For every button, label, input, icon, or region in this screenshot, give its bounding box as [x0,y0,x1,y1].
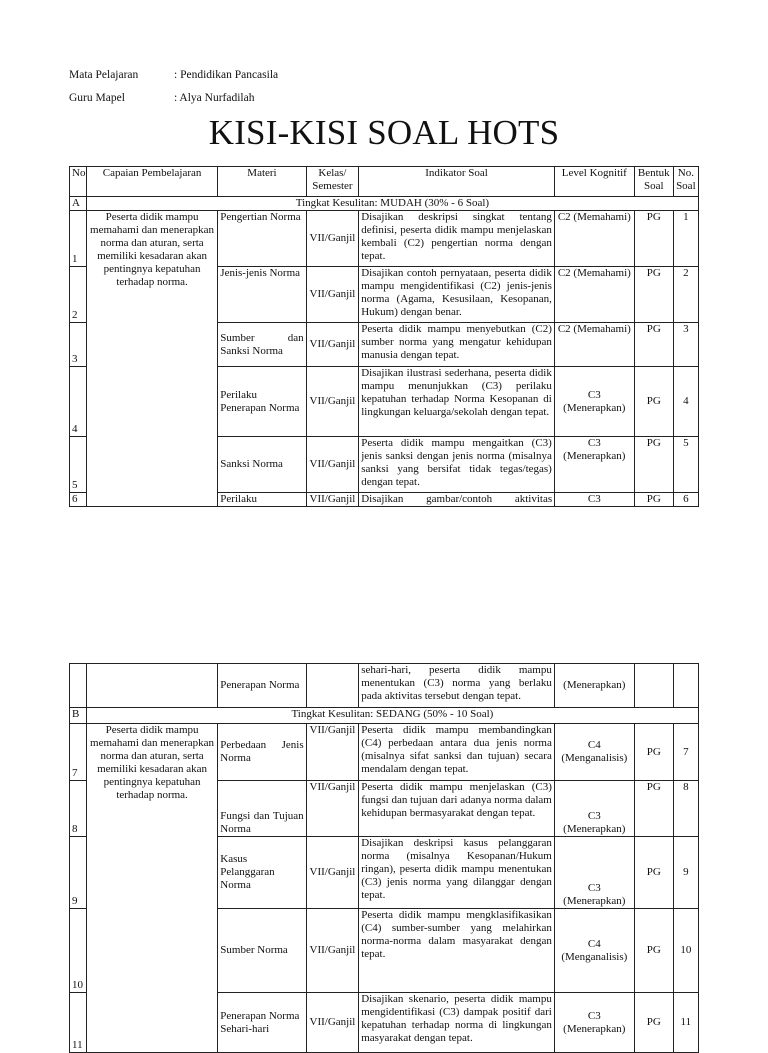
row-no: 5 [70,437,87,493]
header-no: No [70,167,87,197]
row-level: C3 (Menerapkan) [554,367,634,437]
row-bentuk: PG [634,837,673,909]
row-nosoal: 5 [673,437,698,493]
row-kelas: VII/Ganjil [306,724,359,781]
row-nosoal: 10 [673,909,698,993]
document-title: KISI-KISI SOAL HOTS [208,113,560,152]
row-kelas: VII/Ganjil [306,323,359,367]
section-label: Tingkat Kesulitan: SEDANG (50% - 10 Soal) [86,708,698,724]
row-bentuk: PG [634,993,673,1053]
row-indikator: Peserta didik mampu menjelaskan (C3) fungsi dan tujuan dari adanya norma dalam kehidupan bermasyarakat dengan tepat. [359,781,555,837]
row-kelas: VII/Ganjil [306,211,359,267]
section-row-b [70,708,699,724]
row-nosoal: 8 [673,781,698,837]
row-indikator: Peserta didik mampu mengaitkan (C3) jenis sanksi dengan jenis norma (misalnya sanksi yang bersifat tidak tegas/tegas) dengan tepat. [359,437,555,493]
row-bentuk: PG [634,267,673,323]
row-level: C2 (Memahami) [554,323,634,367]
row-materi: Sanksi Norma [218,437,306,493]
row-kelas: VII/Ganjil [306,367,359,437]
row-indikator: Disajikan ilustrasi sederhana, peserta didik mampu menunjukkan (C3) perilaku kepatuhan terhadap Norma Kesopanan di lingkungan keluarga/sekolah dengan tepat. [359,367,555,437]
table-row [70,211,699,267]
row-indikator: Disajikan gambar/contoh aktivitas [359,493,555,507]
row-no: 1 [70,211,87,267]
row-nosoal: 3 [673,323,698,367]
row-level: C3 (Menerapkan) [554,993,634,1053]
row-bentuk: PG [634,437,673,493]
header-kelas: Kelas/ Semester [306,167,359,197]
row-bentuk: PG [634,323,673,367]
kisi-table-part-2 [69,663,699,1053]
row-kelas: VII/Ganjil [306,781,359,837]
section-label: Tingkat Kesulitan: MUDAH (30% - 6 Soal) [86,197,698,211]
row-level: C3 (Menerapkan) [554,781,634,837]
row-bentuk: PG [634,781,673,837]
row-no: 8 [70,781,87,837]
row-kelas: VII/Ganjil [306,837,359,909]
row-level: C4 (Menganalisis) [554,724,634,781]
row-materi: Sumber Norma [218,909,306,993]
subject-line [69,69,278,81]
row-bentuk: PG [634,493,673,507]
row-indikator: Peserta didik mampu mengklasifikasikan (C4) sumber-sumber yang melahirkan norma-norma dalam masyarakat dengan tepat. [359,909,555,993]
row-kelas: VII/Ganjil [306,909,359,993]
row-nosoal: 9 [673,837,698,909]
row-level: C2 (Memahami) [554,267,634,323]
row-bentuk: PG [634,211,673,267]
header-level: Level Kognitif [554,167,634,197]
section-letter: A [70,197,87,211]
row-no: 4 [70,367,87,437]
row-no: 7 [70,724,87,781]
row-nosoal: 4 [673,367,698,437]
table-header-row [70,167,699,197]
capaian-cell: Peserta didik mampu memahami dan menerapkan norma dan aturan, serta memiliki kesadaran akan pentingnya kepatuhan terhadap norma. [86,724,217,1053]
section-row-a [70,197,699,211]
row-no: 9 [70,837,87,909]
teacher-line [69,92,254,104]
row-nosoal: 11 [673,993,698,1053]
row-materi: Fungsi dan Tujuan Norma [218,781,306,837]
row-kelas: VII/Ganjil [306,267,359,323]
row-nosoal: 1 [673,211,698,267]
row-materi: Perilaku [218,493,306,507]
row-nosoal: 7 [673,724,698,781]
row-materi: Pengertian Norma [218,211,306,267]
row-level: C2 (Memahami) [554,211,634,267]
subject-value: : Pendidikan Pancasila [174,69,279,81]
row-materi: Sumber dan Sanksi Norma [218,323,306,367]
row-level: C4 (Menganalisis) [554,909,634,993]
row-level: C3 (Menerapkan) [554,837,634,909]
table-row-continued [70,664,699,708]
row-indikator: Peserta didik mampu menyebutkan (C2) sumber norma yang mengatur kehidupan manusia dengan tepat. [359,323,555,367]
row-bentuk: PG [634,367,673,437]
row-indikator: Disajikan deskripsi singkat tentang definisi, peserta didik mampu menjelaskan kembali (C2) pengertian norma dengan tepat. [359,211,555,267]
header-materi: Materi [218,167,306,197]
row-materi: Perbedaan Jenis Norma [218,724,306,781]
row-no: 6 [70,493,87,507]
header-capaian: Capaian Pembelajaran [86,167,217,197]
row-kelas: VII/Ganjil [306,437,359,493]
capaian-cell: Peserta didik mampu memahami dan menerapkan norma dan aturan, serta memiliki kesadaran akan pentingnya kepatuhan terhadap norma. [86,211,217,507]
row-materi: Penerapan Norma Sehari-hari [218,993,306,1053]
header-indikator: Indikator Soal [359,167,555,197]
row-bentuk: PG [634,724,673,781]
row-no: 11 [70,993,87,1053]
table-row [70,724,699,781]
row-kelas: VII/Ganjil [306,493,359,507]
section-letter: B [70,708,87,724]
teacher-label: Guru Mapel [69,92,125,104]
row-kelas: VII/Ganjil [306,993,359,1053]
row-nosoal: 6 [673,493,698,507]
row-no: 10 [70,909,87,993]
subject-label: Mata Pelajaran [69,69,139,81]
row-materi: Perilaku Penerapan Norma [218,367,306,437]
row-indikator: Disajikan skenario, peserta didik mampu mengidentifikasi (C3) dampak positif dari kepatuhan terhadap norma di lingkungan masyarakat dengan tepat. [359,993,555,1053]
row-no: 2 [70,267,87,323]
row-indikator: Disajikan deskripsi kasus pelanggaran norma (misalnya Kesopanan/Hukum ringan), peserta didik mampu menentukan (C3) jenis norma yang dilanggar dengan tepat. [359,837,555,909]
row-no: 3 [70,323,87,367]
row-level: (Menerapkan) [554,664,634,708]
row-indikator: sehari-hari, peserta didik mampu menentukan (C3) norma yang berlaku pada aktivitas tersebut dengan tepat. [359,664,555,708]
row-materi: Jenis-jenis Norma [218,267,306,323]
row-level: C3 [554,493,634,507]
row-indikator: Disajikan contoh pernyataan, peserta didik mampu mengidentifikasi (C2) jenis-jenis norma (Agama, Kesusilaan, Kesopanan, Hukum) dengan benar. [359,267,555,323]
teacher-value: : Alya Nurfadilah [174,92,255,104]
row-materi: Kasus Pelanggaran Norma [218,837,306,909]
row-level: C3 (Menerapkan) [554,437,634,493]
header-bentuk: Bentuk Soal [634,167,673,197]
row-indikator: Peserta didik mampu membandingkan (C4) perbedaan antara dua jenis norma (misalnya sifat sanksi dan tujuan) secara mendalam dengan tepat. [359,724,555,781]
header-nosoal: No. Soal [673,167,698,197]
row-materi: Penerapan Norma [218,664,306,708]
kisi-table-part-1 [69,166,699,507]
row-bentuk: PG [634,909,673,993]
row-nosoal: 2 [673,267,698,323]
